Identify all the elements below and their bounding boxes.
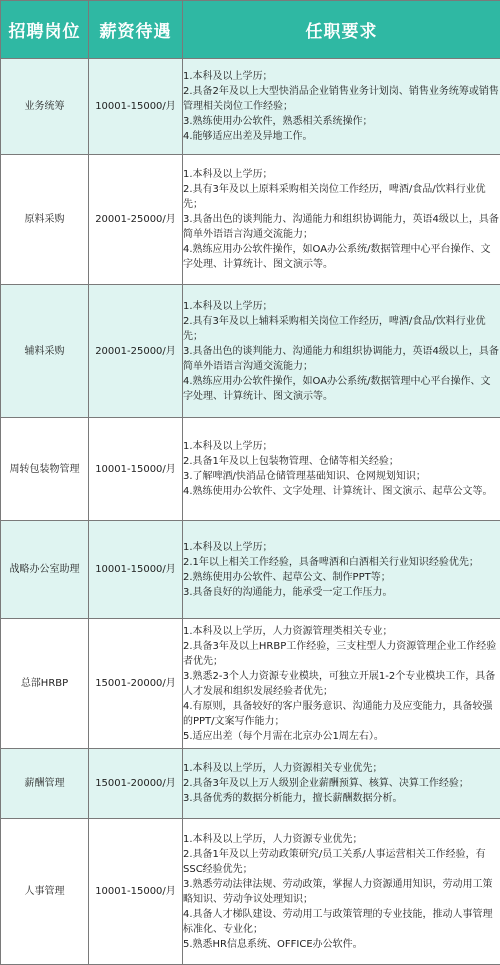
requirement-line: 1.本科及以上学历； (183, 541, 273, 553)
requirement-line: 4.有原则，具备较好的客户服务意识、沟通能力及应变能力，具备较强的PPT/文案写作能力； (183, 700, 493, 727)
requirement-line: 5.熟悉HR信息系统、OFFICE办公软件。 (183, 938, 363, 950)
position-cell: 薪酬管理 (1, 749, 89, 819)
table-row (1, 155, 500, 285)
requirement-line: 1.本科及以上学历； (183, 300, 273, 312)
requirements-cell (183, 619, 500, 749)
requirement-line: 2.具有3年及以上辅料采购相关岗位工作经历，啤酒/食品/饮料行业优先； (183, 315, 486, 342)
position-cell: 周转包装物管理 (1, 418, 89, 521)
requirement-line: 4.熟练使用办公软件、文字处理、计算统计、图文演示、起草公文等。 (183, 486, 493, 497)
header-requirements: 任职要求 (183, 1, 500, 59)
table-row (1, 418, 500, 521)
salary-cell: 20001-25000/月 (89, 155, 183, 285)
salary-cell: 15001-20000/月 (89, 749, 183, 819)
requirement-line: 3.具备出色的谈判能力、沟通能力和组织协调能力，英语4级以上，具备简单外语语言沟通交流能力； (183, 345, 499, 372)
salary-cell: 20001-25000/月 (89, 285, 183, 418)
requirement-line: 1.本科及以上学历； (183, 71, 273, 82)
requirement-line: 2.具备1年及以上劳动政策研究/员工关系/人事运营相关工作经验，有SSC经验优先； (183, 848, 486, 875)
requirements-cell (183, 819, 500, 965)
table-row (1, 521, 500, 619)
salary-cell: 10001-15000/月 (89, 418, 183, 521)
header-position: 招聘岗位 (1, 1, 89, 59)
requirement-line: 1.本科及以上学历； (183, 169, 273, 180)
table-row (1, 819, 500, 965)
requirements-cell (183, 521, 500, 619)
requirement-line: 2.熟练使用办公软件、起草公文、制作PPT等； (183, 571, 391, 583)
requirement-line: 4.具备人才梯队建设、劳动用工与政策管理的专业技能，推动人事管理标准化、专业化； (183, 908, 493, 935)
table-row (1, 749, 500, 819)
salary-cell: 15001-20000/月 (89, 619, 183, 749)
requirement-line: 3.熟练使用办公软件，熟悉相关系统操作； (183, 116, 373, 127)
salary-cell: 10001-15000/月 (89, 819, 183, 965)
requirement-line: 2.具有3年及以上原料采购相关岗位工作经历，啤酒/食品/饮料行业优先； (183, 184, 486, 210)
requirement-line: 2.具备3年及以上HRBP工作经验，三支柱型人力资源管理企业工作经验者优先； (183, 640, 497, 667)
requirements-cell (183, 285, 500, 418)
requirement-line: 1.本科及以上学历； (183, 441, 273, 452)
requirement-line: 1.本科及以上学历，人力资源管理类相关专业； (183, 625, 393, 637)
requirement-line: 2.1年以上相关工作经验，具备啤酒和白酒相关行业知识经验优先； (183, 556, 479, 568)
table-row (1, 59, 500, 155)
position-cell: 辅料采购 (1, 285, 89, 418)
salary-cell: 10001-15000/月 (89, 59, 183, 155)
requirement-line: 4.熟练应用办公软件操作，如OA办公系统/数据管理中心平台操作、文字处理、计算统计、图文演示等。 (183, 375, 491, 402)
position-cell: 总部HRBP (1, 619, 89, 749)
requirement-line: 4.熟练应用办公软件操作，如OA办公系统/数据管理中心平台操作、文字处理、计算统计、图文演示等。 (183, 244, 491, 270)
requirements-cell (183, 59, 500, 155)
requirement-line: 3.具备优秀的数据分析能力，擅长薪酬数据分析。 (183, 793, 403, 804)
requirement-line: 1.本科及以上学历，人力资源相关专业优先； (183, 763, 383, 774)
requirement-line: 3.熟悉劳动法律法规、劳动政策，掌握人力资源通用知识，劳动用工策略知识、劳动争议处理知识； (183, 878, 493, 905)
requirement-line: 2.具备1年及以上包装物管理、仓储等相关经验； (183, 456, 399, 467)
requirement-line: 2.具备2年及以上大型快消品企业销售业务计划岗、销售业务统筹或销售管理相关岗位工作经验； (183, 86, 499, 112)
requirements-cell (183, 749, 500, 819)
table-row (1, 619, 500, 749)
requirement-line: 1.本科及以上学历，人力资源专业优先； (183, 833, 363, 845)
table-row (1, 285, 500, 418)
requirement-line: 3.具备出色的谈判能力、沟通能力和组织协调能力，英语4级以上，具备简单外语语言沟通交流能力； (183, 214, 499, 240)
table-header-row (1, 1, 500, 59)
position-cell: 业务统筹 (1, 59, 89, 155)
requirement-line: 2.具备3年及以上万人级别企业薪酬预算、核算、决算工作经验； (183, 778, 469, 789)
position-cell: 原料采购 (1, 155, 89, 285)
position-cell: 人事管理 (1, 819, 89, 965)
requirement-line: 5.适应出差（每个月需在北京办公1周左右）。 (183, 730, 384, 742)
header-salary: 薪资待遇 (89, 1, 183, 59)
requirement-line: 3.具备良好的沟通能力，能承受一定工作压力。 (183, 586, 393, 598)
requirements-cell (183, 418, 500, 521)
requirement-line: 3.了解啤酒/快消品仓储管理基础知识、仓网规划知识； (183, 471, 426, 482)
requirement-line: 3.熟悉2-3个人力资源专业模块，可独立开展1-2个专业模块工作，具备人才发展和组织发展经验者优先； (183, 670, 496, 697)
requirement-line: 4.能够适应出差及异地工作。 (183, 131, 313, 142)
requirements-cell (183, 155, 500, 285)
position-cell: 战略办公室助理 (1, 521, 89, 619)
salary-cell: 10001-15000/月 (89, 521, 183, 619)
